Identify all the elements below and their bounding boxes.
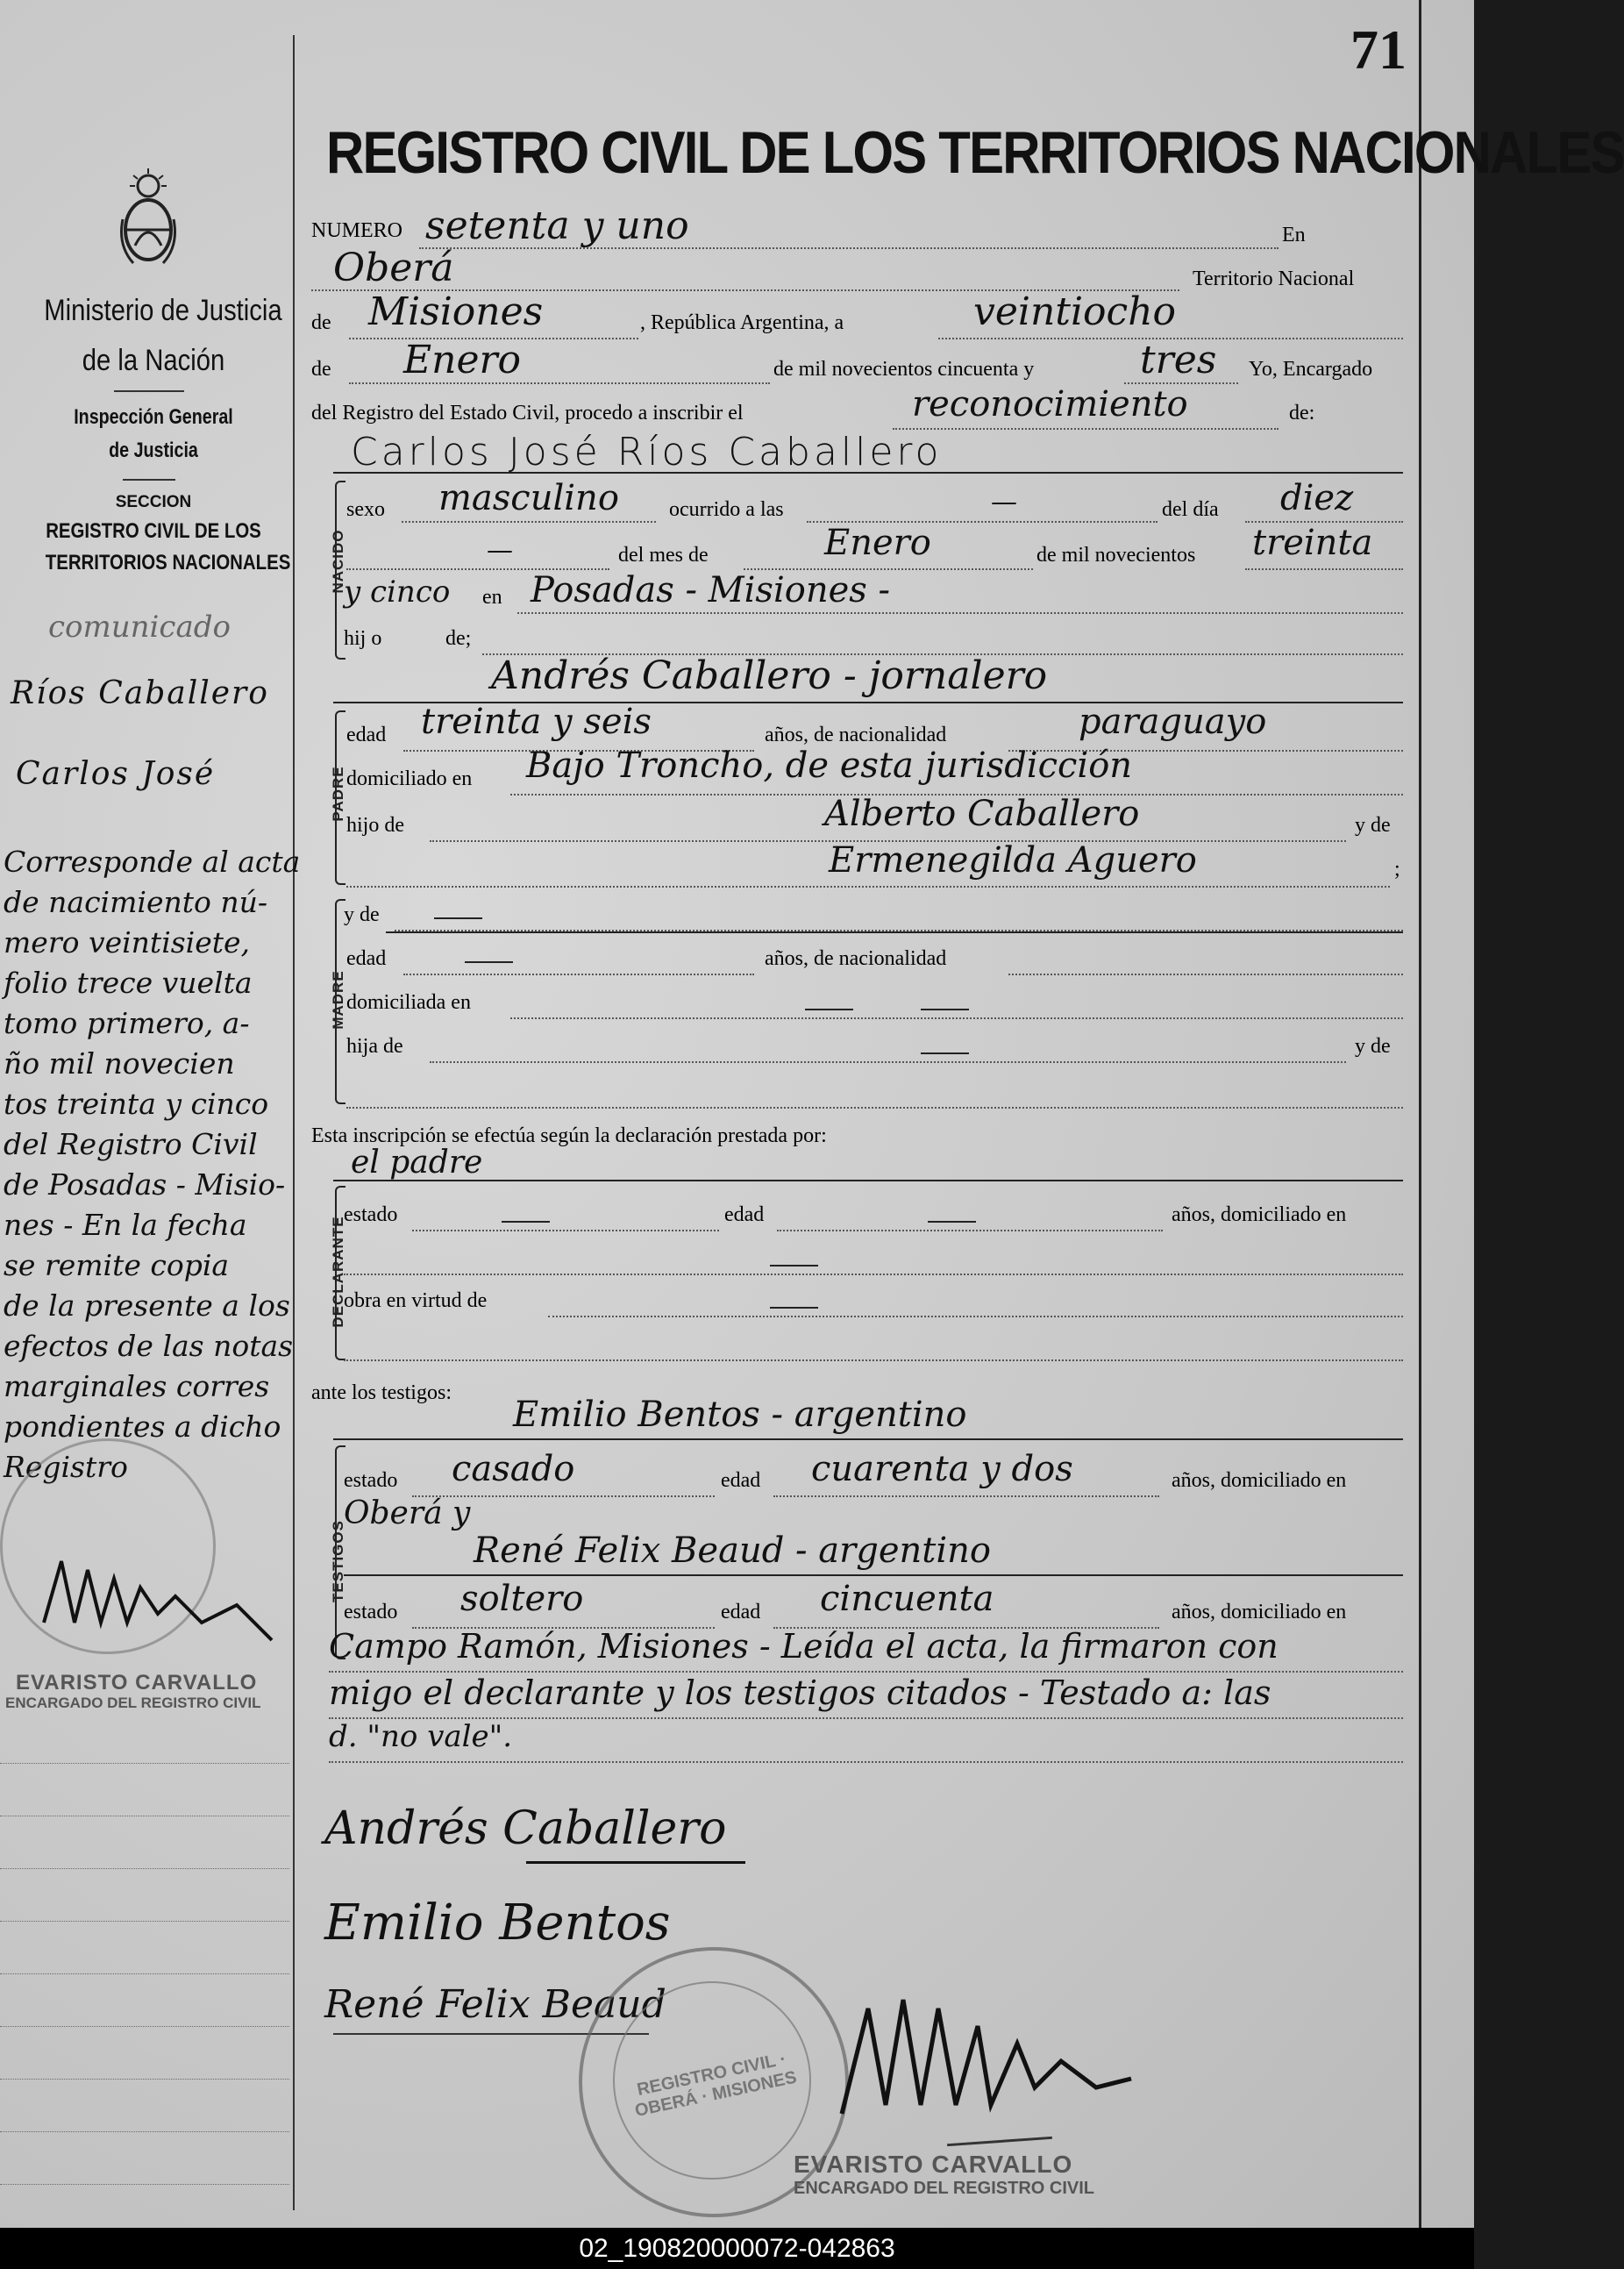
marginal-note-line: Registro (4, 1450, 128, 1484)
marginal-note-line: se remite copia (4, 1248, 230, 1282)
anio-line (1245, 568, 1403, 570)
t2-edad-label: edad (721, 1601, 761, 1623)
madre-edad-dash (465, 961, 513, 963)
padre-edad-value: treinta y seis (421, 702, 652, 742)
margin-surname: Ríos Caballero (11, 675, 269, 711)
signature-1-underline (526, 1861, 745, 1864)
closing-line2: migo el declarante y los testigos citados - Testado a: las (329, 1673, 1271, 1712)
margin-blank-line (0, 2026, 289, 2027)
t2-edad-value: cincuenta (820, 1579, 994, 1619)
closing-line1: Campo Ramón, Misiones - Leída el acta, la firmaron con (329, 1627, 1279, 1666)
testigo2-name: René Felix Beaud - argentino (474, 1531, 991, 1571)
declarante-obra-dash (770, 1307, 818, 1309)
declarante-estado-line (412, 1230, 719, 1231)
ministry-line2: de la Nación (82, 344, 225, 377)
lugar-line (517, 612, 1403, 614)
margin-divider-short (114, 390, 184, 392)
testigos-side-label: TESTIGOS (330, 1520, 346, 1602)
el-dia-label: del día (1162, 498, 1219, 521)
del-mes-label: del mes de (618, 544, 709, 567)
territory-value: Misiones (368, 289, 544, 334)
margin-divider-short-2 (123, 479, 175, 481)
marginal-note-line: pondientes a dicho (4, 1409, 281, 1444)
madre-hija-de-line (430, 1061, 1346, 1063)
declarante-obra-line (548, 1316, 1403, 1317)
sexo-value: masculino (438, 478, 619, 518)
month-value: Enero (403, 338, 522, 382)
padre-dom-label: domiciliado en (346, 767, 473, 790)
t2-estado-value: soltero (460, 1579, 584, 1619)
madre-y-de-label: y de (344, 903, 380, 926)
section-line2: REGISTRO CIVIL DE LOS (46, 519, 261, 543)
signature-1: Andrés Caballero (324, 1802, 727, 1855)
signature-2: Emilio Bentos (324, 1894, 671, 1951)
coat-of-arms-icon (116, 167, 181, 272)
encargado-label: Yo, Encargado (1249, 358, 1373, 381)
marginal-note-line: ño mil novecien (4, 1046, 235, 1081)
declaracion-label: Esta inscripción se efectúa según la declaración prestada por: (311, 1124, 827, 1147)
declarante-last-line (344, 1359, 1403, 1361)
testigo1-rule (333, 1438, 1403, 1440)
inspection-line2: de Justicia (109, 439, 198, 462)
declarante-edad-label: edad (724, 1203, 765, 1226)
padre-padre-value: Alberto Caballero (824, 794, 1140, 834)
marginal-note (4, 842, 301, 1488)
declarante-value: el padre (351, 1145, 483, 1181)
person-name-rule (333, 472, 1403, 474)
t1-dom-value: Oberá y (344, 1495, 471, 1531)
declarante-anios-label: años, domiciliado en (1172, 1203, 1347, 1226)
en-label: En (1282, 224, 1306, 246)
anio-value: treinta (1252, 523, 1373, 563)
madre-nac-line (1008, 974, 1403, 975)
declarante-edad-dash (928, 1221, 976, 1223)
margin-blank-line (0, 1763, 289, 1764)
mes-value: Enero (824, 523, 931, 563)
padre-madre-line (346, 886, 1390, 888)
marginal-note-line: tomo primero, a- (4, 1006, 250, 1040)
padre-hijo-de-label: hijo de (346, 814, 404, 837)
marginal-note-line: del Registro Civil (4, 1127, 258, 1161)
padre-y-de-label: y de (1355, 814, 1391, 837)
margin-stamp-line2: ENCARGADO DEL REGISTRO CIVIL (5, 1695, 261, 1711)
year-value: tres (1140, 338, 1217, 382)
padre-nac-label: años, de nacionalidad (765, 724, 947, 746)
declarante-dom-dash (770, 1265, 818, 1267)
padre-madre-value: Ermenegilda Aguero (829, 840, 1197, 881)
de-label: de (311, 311, 331, 334)
padre-semicolon: ; (1394, 858, 1400, 881)
madre-edad-label: edad (346, 947, 387, 970)
bottom-stamp-line1: EVARISTO CARVALLO (794, 2151, 1073, 2178)
signature-3: René Felix Beaud (324, 1982, 666, 2027)
territorio-label: Territorio Nacional (1193, 268, 1355, 290)
madre-y-de-end: y de (1355, 1035, 1391, 1058)
closing-line3-dots (329, 1761, 1403, 1763)
margin-blank-line (0, 1868, 289, 1869)
closing-line3: d. "no vale". (329, 1719, 513, 1754)
margin-blank-line (0, 1921, 289, 1922)
hijo-label: hij o (344, 627, 382, 650)
person-name: Carlos José Ríos Caballero (351, 430, 943, 474)
header-title: REGISTRO CIVIL DE LOS TERRITORIOS NACIONALES (326, 119, 1624, 186)
nacido-side-label: NACIDO (330, 529, 346, 594)
t2-anios-label: años, domiciliado en (1172, 1601, 1347, 1623)
de-colon: de: (1289, 402, 1315, 425)
sexo-line (402, 521, 656, 523)
madre-name-dash (434, 917, 482, 919)
declarante-rule (333, 1180, 1403, 1181)
marginal-note-line: marginales corres (4, 1369, 270, 1403)
t1-edad-line (773, 1495, 1159, 1497)
numero-value: setenta y uno (425, 203, 689, 248)
t1-estado-value: casado (452, 1449, 575, 1489)
seal-text: REGISTRO CIVIL · OBERÁ · MISIONES (633, 2049, 799, 2122)
testigos-label: ante los testigos: (311, 1381, 452, 1404)
dia-value: diez (1280, 478, 1354, 518)
numero-label: NUMERO (311, 219, 403, 242)
en-lugar-label: en (482, 586, 502, 609)
madre-hija-de-label: hija de (346, 1035, 403, 1058)
marginal-note-line: de la presente a los (4, 1288, 290, 1323)
page-number: 71 (1350, 18, 1407, 81)
padre-edad-label: edad (346, 724, 387, 746)
padre-name: Andrés Caballero - jornalero (491, 653, 1048, 698)
madre-last-line (346, 1107, 1403, 1109)
t1-anios-label: años, domiciliado en (1172, 1469, 1347, 1492)
ministry-line1: Ministerio de Justicia (44, 294, 282, 327)
t1-edad-value: cuarenta y dos (811, 1449, 1073, 1489)
madre-edad-line (403, 974, 754, 975)
day-value: veintiocho (973, 289, 1177, 334)
footer-id: 02_190820000072-042863 (579, 2234, 895, 2263)
section-line3: TERRITORIOS NACIONALES (45, 551, 291, 574)
margin-signature-icon (26, 1526, 289, 1649)
ocurrido-value: — (991, 487, 1017, 517)
margin-blank-line (0, 1973, 289, 1974)
ocurrido-label: ocurrido a las (669, 498, 784, 521)
dash-value: — (487, 535, 513, 566)
madre-name-rule (386, 931, 1403, 933)
marginal-note-line: de nacimiento nú- (4, 885, 268, 919)
anio-cont: y cinco (344, 574, 451, 610)
hijo-de-label: de; (445, 627, 472, 650)
right-edge-rule (1419, 0, 1421, 2228)
marginal-note-line: tos treinta y cinco (4, 1087, 269, 1121)
t1-estado-label: estado (344, 1469, 398, 1492)
madre-dom-dash-1 (805, 1009, 853, 1010)
republica-label: , República Argentina, a (640, 311, 844, 334)
t2-estado-label: estado (344, 1601, 398, 1623)
act-type-line (893, 428, 1279, 430)
footer-id-bar (0, 2228, 1474, 2269)
declarante-edad-line (777, 1230, 1163, 1231)
lugar-value: Posadas - Misiones - (531, 570, 891, 610)
marginal-note-line: Corresponde al acta (4, 845, 301, 879)
madre-side-label: MADRE (330, 970, 346, 1030)
de-label-2: de (311, 358, 331, 381)
margin-blank-line (0, 2184, 289, 2185)
month-line (349, 382, 770, 384)
declarante-estado-label: estado (344, 1203, 398, 1226)
madre-dom-label: domiciliada en (346, 991, 471, 1014)
padre-side-label: PADRE (330, 766, 346, 822)
mil-label: de mil novecientos (1036, 544, 1196, 567)
encargado-flourish (947, 2137, 1052, 2146)
margin-communicated: comunicado (48, 610, 231, 645)
declarante-obra-label: obra en virtud de (344, 1289, 488, 1312)
marginal-note-line: efectos de las notas (4, 1329, 294, 1363)
t1-edad-label: edad (721, 1469, 761, 1492)
marginal-note-line: de Posadas - Misio- (4, 1167, 286, 1202)
marginal-note-line: folio trece vuelta (4, 966, 253, 1000)
margin-given-names: Carlos José (16, 756, 216, 792)
testigo1-name: Emilio Bentos - argentino (513, 1395, 967, 1435)
act-type-value: reconocimiento (912, 384, 1188, 425)
bottom-stamp-line2: ENCARGADO DEL REGISTRO CIVIL (794, 2179, 1094, 2198)
madre-nac-label: años, de nacionalidad (765, 947, 947, 970)
margin-blank-line (0, 2079, 289, 2080)
place-value: Oberá (333, 246, 454, 290)
sexo-label: sexo (346, 498, 385, 521)
declarante-dom-line (344, 1274, 1403, 1275)
declarante-estado-dash (502, 1221, 550, 1223)
encargado-signature-icon (833, 1973, 1149, 2123)
testigo2-rule (344, 1574, 1403, 1576)
madre-dom-dash-2 (921, 1009, 969, 1010)
marginal-note-line: nes - En la fecha (4, 1208, 247, 1242)
margin-blank-line (0, 2131, 289, 2132)
padre-dom-value: Bajo Troncho, de esta jurisdicción (526, 746, 1133, 786)
closing-line1-dots (329, 1671, 1403, 1673)
section-line1: SECCION (115, 493, 192, 511)
madre-dom-line (510, 1017, 1403, 1019)
registro-label: del Registro del Estado Civil, procedo a inscribir el (311, 402, 744, 425)
madre-hija-dash (921, 1052, 969, 1054)
padre-nac-value: paraguayo (1079, 702, 1267, 742)
declarante-side-label: DECLARANTE (330, 1216, 346, 1328)
year-label: de mil novecientos cincuenta y (773, 358, 1035, 381)
margin-stamp-line1: EVARISTO CARVALLO (16, 1671, 258, 1695)
marginal-note-line: mero veintisiete, (4, 925, 251, 960)
inspection-line1: Inspección General (74, 405, 233, 429)
argentina-coat-of-arms (116, 167, 181, 272)
